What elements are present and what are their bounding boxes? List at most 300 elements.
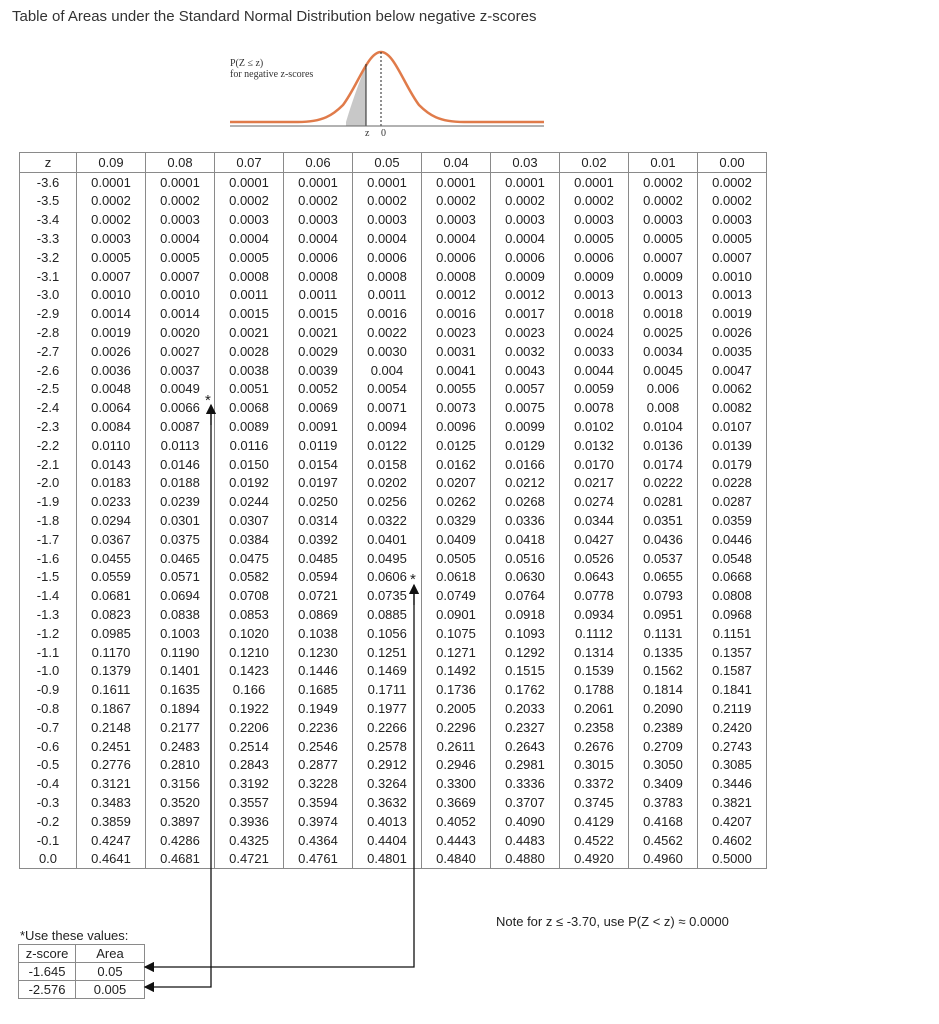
- area-cell: 0.0003: [698, 210, 767, 229]
- area-cell: 0.0436: [629, 530, 698, 549]
- area-cell: 0.0262: [422, 492, 491, 511]
- area-cell: 0.3669: [422, 793, 491, 812]
- area-cell: 0.0019: [77, 323, 146, 342]
- area-cell: 0.0505: [422, 549, 491, 568]
- area-cell: 0.0004: [353, 229, 422, 248]
- area-cell: 0.0054: [353, 380, 422, 399]
- area-cell: 0.0006: [560, 248, 629, 267]
- area-cell: 0.3336: [491, 774, 560, 793]
- area-cell: 0.2358: [560, 718, 629, 737]
- area-cell: 0.0003: [629, 210, 698, 229]
- col-header-0.00: 0.00: [698, 153, 767, 173]
- area-cell: 0.0013: [629, 286, 698, 305]
- area-cell: 0.0018: [560, 304, 629, 323]
- area-cell: 0.4286: [146, 831, 215, 850]
- area-cell: 0.0239: [146, 492, 215, 511]
- area-cell: 0.4364: [284, 831, 353, 850]
- z-value-cell: -3.1: [20, 267, 77, 286]
- area-cell: 0.0034: [629, 342, 698, 361]
- area-cell: 0.0052: [284, 380, 353, 399]
- area-cell: 0.0003: [215, 210, 284, 229]
- area-cell: 0.0059: [560, 380, 629, 399]
- area-cell: 0.1814: [629, 680, 698, 699]
- area-cell: 0.0018: [629, 304, 698, 323]
- area-cell: 0.0001: [560, 172, 629, 191]
- z-value-cell: -1.5: [20, 568, 77, 587]
- area-cell: 0.0446: [698, 530, 767, 549]
- area-cell: 0.0250: [284, 492, 353, 511]
- area-cell: 0.0344: [560, 511, 629, 530]
- area-cell: 0.0188: [146, 474, 215, 493]
- area-cell: 0.1379: [77, 662, 146, 681]
- area-cell: 0.0001: [353, 172, 422, 191]
- area-cell: 0.4325: [215, 831, 284, 850]
- z-value-cell: -1.3: [20, 605, 77, 624]
- area-cell: 0.1251: [353, 643, 422, 662]
- area-cell: 0.0001: [215, 172, 284, 191]
- area-cell: 0.4880: [491, 849, 560, 868]
- area-cell: 0.0008: [215, 267, 284, 286]
- area-cell: 0.3897: [146, 812, 215, 831]
- area-cell: 0.3783: [629, 793, 698, 812]
- z-value-cell: -3.2: [20, 248, 77, 267]
- area-cell: 0.2709: [629, 737, 698, 756]
- use-area-2: 0.005: [76, 981, 145, 999]
- area-cell: 0.3264: [353, 774, 422, 793]
- z-value-cell: 0.0: [20, 849, 77, 868]
- z-value-cell: -3.4: [20, 210, 77, 229]
- area-cell: 0.1562: [629, 662, 698, 681]
- area-cell: 0.0885: [353, 605, 422, 624]
- area-cell: 0.0401: [353, 530, 422, 549]
- area-cell: 0.4013: [353, 812, 422, 831]
- area-cell: 0.4052: [422, 812, 491, 831]
- area-cell: 0.0004: [284, 229, 353, 248]
- area-cell: 0.2236: [284, 718, 353, 737]
- area-cell: 0.0409: [422, 530, 491, 549]
- area-cell: 0.0749: [422, 586, 491, 605]
- col-header-0.02: 0.02: [560, 153, 629, 173]
- area-cell: 0.0475: [215, 549, 284, 568]
- area-cell: 0.0014: [77, 304, 146, 323]
- area-cell: 0.0869: [284, 605, 353, 624]
- area-cell: 0.0091: [284, 417, 353, 436]
- area-cell: 0.0071: [353, 398, 422, 417]
- area-cell: 0.0116: [215, 436, 284, 455]
- area-cell: 0.166: [215, 680, 284, 699]
- area-cell: 0.3050: [629, 756, 698, 775]
- area-cell: 0.1515: [491, 662, 560, 681]
- area-cell: 0.0582: [215, 568, 284, 587]
- area-cell: 0.0838: [146, 605, 215, 624]
- area-cell: 0.0005: [560, 229, 629, 248]
- area-cell: 0.0351: [629, 511, 698, 530]
- area-cell: 0.0139: [698, 436, 767, 455]
- z-value-cell: -2.5: [20, 380, 77, 399]
- area-cell: 0.0228: [698, 474, 767, 493]
- area-cell: 0.0031: [422, 342, 491, 361]
- area-cell: 0.0064: [77, 398, 146, 417]
- area-cell: 0.1587: [698, 662, 767, 681]
- area-cell: 0.0003: [560, 210, 629, 229]
- area-cell: 0.4090: [491, 812, 560, 831]
- area-cell: 0.0495: [353, 549, 422, 568]
- arrow-to-2576: [145, 412, 211, 987]
- area-cell: 0.3446: [698, 774, 767, 793]
- z-value-cell: -2.1: [20, 455, 77, 474]
- area-cell: 0.4681: [146, 849, 215, 868]
- area-cell: 0.0359: [698, 511, 767, 530]
- area-cell: 0.0016: [353, 304, 422, 323]
- col-header-0.01: 0.01: [629, 153, 698, 173]
- area-cell: 0.0002: [146, 192, 215, 211]
- area-cell: 0.3228: [284, 774, 353, 793]
- z-value-cell: -0.1: [20, 831, 77, 850]
- area-cell: 0.3409: [629, 774, 698, 793]
- area-cell: 0.2946: [422, 756, 491, 775]
- use-area-1: 0.05: [76, 963, 145, 981]
- area-cell: 0.1020: [215, 624, 284, 643]
- area-cell: 0.0001: [77, 172, 146, 191]
- z-value-cell: -2.8: [20, 323, 77, 342]
- area-cell: 0.1711: [353, 680, 422, 699]
- area-cell: 0.2061: [560, 699, 629, 718]
- area-cell: 0.0143: [77, 455, 146, 474]
- area-cell: 0.0174: [629, 455, 698, 474]
- area-cell: 0.0024: [560, 323, 629, 342]
- area-cell: 0.0107: [698, 417, 767, 436]
- area-cell: 0.0039: [284, 361, 353, 380]
- area-cell: 0.0418: [491, 530, 560, 549]
- area-cell: 0.0084: [77, 417, 146, 436]
- area-cell: 0.1446: [284, 662, 353, 681]
- area-cell: 0.0132: [560, 436, 629, 455]
- col-header-0.08: 0.08: [146, 153, 215, 173]
- area-cell: 0.1038: [284, 624, 353, 643]
- area-cell: 0.0007: [698, 248, 767, 267]
- area-cell: 0.3707: [491, 793, 560, 812]
- area-cell: 0.2033: [491, 699, 560, 718]
- area-cell: 0.0023: [491, 323, 560, 342]
- area-cell: 0.2676: [560, 737, 629, 756]
- area-cell: 0.0207: [422, 474, 491, 493]
- area-cell: 0.0030: [353, 342, 422, 361]
- area-cell: 0.0455: [77, 549, 146, 568]
- area-cell: 0.0007: [146, 267, 215, 286]
- area-cell: 0.0027: [146, 342, 215, 361]
- area-cell: 0.0465: [146, 549, 215, 568]
- area-cell: 0.008: [629, 398, 698, 417]
- area-cell: 0.0021: [215, 323, 284, 342]
- area-cell: 0.4522: [560, 831, 629, 850]
- area-cell: 0.2611: [422, 737, 491, 756]
- area-cell: 0.0037: [146, 361, 215, 380]
- area-cell: 0.0002: [77, 192, 146, 211]
- area-cell: 0.0094: [353, 417, 422, 436]
- area-cell: 0.0002: [422, 192, 491, 211]
- area-cell: 0.0170: [560, 455, 629, 474]
- area-cell: 0.0336: [491, 511, 560, 530]
- area-cell: 0.0162: [422, 455, 491, 474]
- area-cell: 0.0668: [698, 568, 767, 587]
- area-cell: 0.0367: [77, 530, 146, 549]
- area-cell: 0.3821: [698, 793, 767, 812]
- area-cell: 0.0013: [560, 286, 629, 305]
- z-value-cell: -0.3: [20, 793, 77, 812]
- area-cell: 0.0005: [698, 229, 767, 248]
- area-cell: 0.0594: [284, 568, 353, 587]
- area-cell: 0.0166: [491, 455, 560, 474]
- area-cell: 0.0212: [491, 474, 560, 493]
- area-cell: 0.0934: [560, 605, 629, 624]
- area-cell: 0.0119: [284, 436, 353, 455]
- area-cell: 0.1492: [422, 662, 491, 681]
- area-cell: 0.0322: [353, 511, 422, 530]
- area-cell: 0.0032: [491, 342, 560, 361]
- area-cell: 0.0015: [215, 304, 284, 323]
- area-cell: 0.1292: [491, 643, 560, 662]
- area-cell: 0.0301: [146, 511, 215, 530]
- area-cell: 0.3936: [215, 812, 284, 831]
- col-header-0.04: 0.04: [422, 153, 491, 173]
- area-cell: 0.0808: [698, 586, 767, 605]
- z-value-cell: -0.7: [20, 718, 77, 737]
- area-cell: 0.4168: [629, 812, 698, 831]
- area-cell: 0.4641: [77, 849, 146, 868]
- area-cell: 0.4920: [560, 849, 629, 868]
- area-cell: 0.0055: [422, 380, 491, 399]
- z-value-cell: -1.0: [20, 662, 77, 681]
- area-cell: 0.0150: [215, 455, 284, 474]
- area-cell: 0.0015: [284, 304, 353, 323]
- area-cell: 0.1685: [284, 680, 353, 699]
- use-header-area: Area: [76, 945, 145, 963]
- area-cell: 0.0087: [146, 417, 215, 436]
- area-cell: 0.0051: [215, 380, 284, 399]
- z-value-cell: -3.6: [20, 172, 77, 191]
- z-header: z: [20, 153, 77, 173]
- page-title: Table of Areas under the Standard Normal Distribution below negative z-scores: [12, 8, 537, 25]
- area-cell: 0.0003: [422, 210, 491, 229]
- area-cell: 0.2177: [146, 718, 215, 737]
- area-cell: 0.0008: [422, 267, 491, 286]
- area-cell: 0.0002: [629, 172, 698, 191]
- area-cell: 0.0002: [629, 192, 698, 211]
- area-cell: 0.3121: [77, 774, 146, 793]
- area-cell: 0.0329: [422, 511, 491, 530]
- z-value-cell: -2.7: [20, 342, 77, 361]
- area-cell: 0.0004: [215, 229, 284, 248]
- area-cell: 0.0008: [284, 267, 353, 286]
- area-cell: 0.0017: [491, 304, 560, 323]
- use-zscore-1: -1.645: [19, 963, 76, 981]
- area-cell: 0.0044: [560, 361, 629, 380]
- area-cell: 0.2578: [353, 737, 422, 756]
- area-cell: 0.0001: [146, 172, 215, 191]
- curve-label-z: z: [365, 128, 370, 139]
- area-cell: 0.1151: [698, 624, 767, 643]
- z-value-cell: -2.2: [20, 436, 77, 455]
- area-cell: 0.0694: [146, 586, 215, 605]
- area-cell: 0.0294: [77, 511, 146, 530]
- area-cell: 0.2877: [284, 756, 353, 775]
- area-cell: 0.1894: [146, 699, 215, 718]
- area-cell: 0.2451: [77, 737, 146, 756]
- area-cell: 0.1922: [215, 699, 284, 718]
- star-marker-0049: *: [205, 392, 211, 409]
- area-cell: 0.0643: [560, 568, 629, 587]
- z-value-cell: -2.3: [20, 417, 77, 436]
- area-cell: 0.1788: [560, 680, 629, 699]
- area-cell: 0.0244: [215, 492, 284, 511]
- area-cell: 0.0113: [146, 436, 215, 455]
- area-cell: 0.2776: [77, 756, 146, 775]
- area-cell: 0.0146: [146, 455, 215, 474]
- note-text: Note for z ≤ -3.70, use P(Z < z) ≈ 0.0000: [496, 914, 729, 929]
- area-cell: 0.1271: [422, 643, 491, 662]
- col-header-0.07: 0.07: [215, 153, 284, 173]
- area-cell: 0.2148: [77, 718, 146, 737]
- area-cell: 0.1949: [284, 699, 353, 718]
- area-cell: 0.3015: [560, 756, 629, 775]
- area-cell: 0.0823: [77, 605, 146, 624]
- area-cell: 0.0025: [629, 323, 698, 342]
- z-value-cell: -3.0: [20, 286, 77, 305]
- area-cell: 0.2643: [491, 737, 560, 756]
- area-cell: 0.3859: [77, 812, 146, 831]
- area-cell: 0.2843: [215, 756, 284, 775]
- area-cell: 0.0375: [146, 530, 215, 549]
- area-cell: 0.0197: [284, 474, 353, 493]
- col-header-0.03: 0.03: [491, 153, 560, 173]
- area-cell: 0.0548: [698, 549, 767, 568]
- area-cell: 0.0158: [353, 455, 422, 474]
- area-cell: 0.0043: [491, 361, 560, 380]
- area-cell: 0.1075: [422, 624, 491, 643]
- area-cell: 0.0102: [560, 417, 629, 436]
- area-cell: 0.0314: [284, 511, 353, 530]
- area-cell: 0.0918: [491, 605, 560, 624]
- area-cell: 0.1210: [215, 643, 284, 662]
- area-cell: 0.0571: [146, 568, 215, 587]
- area-cell: 0.0011: [353, 286, 422, 305]
- area-cell: 0.1469: [353, 662, 422, 681]
- area-cell: 0.0001: [422, 172, 491, 191]
- z-value-cell: -0.2: [20, 812, 77, 831]
- area-cell: 0.0022: [353, 323, 422, 342]
- area-cell: 0.0735: [353, 586, 422, 605]
- area-cell: 0.0011: [215, 286, 284, 305]
- col-header-0.05: 0.05: [353, 153, 422, 173]
- area-cell: 0.0606: [353, 568, 422, 587]
- z-value-cell: -2.4: [20, 398, 77, 417]
- area-cell: 0.0901: [422, 605, 491, 624]
- area-cell: 0.2912: [353, 756, 422, 775]
- area-cell: 0.4602: [698, 831, 767, 850]
- area-cell: 0.0068: [215, 398, 284, 417]
- area-cell: 0.0047: [698, 361, 767, 380]
- area-cell: 0.0618: [422, 568, 491, 587]
- area-cell: 0.0029: [284, 342, 353, 361]
- area-cell: 0.0154: [284, 455, 353, 474]
- curve-caption-line2: for negative z-scores: [230, 69, 314, 80]
- area-cell: 0.0035: [698, 342, 767, 361]
- area-cell: 0.0222: [629, 474, 698, 493]
- area-cell: 0.1190: [146, 643, 215, 662]
- area-cell: 0.0089: [215, 417, 284, 436]
- area-cell: 0.0007: [629, 248, 698, 267]
- area-cell: 0.0655: [629, 568, 698, 587]
- area-cell: 0.0002: [77, 210, 146, 229]
- area-cell: 0.1611: [77, 680, 146, 699]
- z-value-cell: -3.5: [20, 192, 77, 211]
- area-cell: 0.0003: [77, 229, 146, 248]
- area-cell: 0.0721: [284, 586, 353, 605]
- area-cell: 0.0069: [284, 398, 353, 417]
- area-cell: 0.4562: [629, 831, 698, 850]
- area-cell: 0.0001: [284, 172, 353, 191]
- area-cell: 0.2810: [146, 756, 215, 775]
- area-cell: 0.0778: [560, 586, 629, 605]
- z-value-cell: -1.9: [20, 492, 77, 511]
- area-cell: 0.006: [629, 380, 698, 399]
- area-cell: 0.1003: [146, 624, 215, 643]
- area-cell: 0.0009: [629, 267, 698, 286]
- area-cell: 0.0110: [77, 436, 146, 455]
- area-cell: 0.3974: [284, 812, 353, 831]
- area-cell: 0.0559: [77, 568, 146, 587]
- area-cell: 0.0005: [146, 248, 215, 267]
- area-cell: 0.0002: [284, 192, 353, 211]
- area-cell: 0.1056: [353, 624, 422, 643]
- area-cell: 0.3745: [560, 793, 629, 812]
- area-cell: 0.0082: [698, 398, 767, 417]
- area-cell: 0.1357: [698, 643, 767, 662]
- area-cell: 0.0274: [560, 492, 629, 511]
- area-cell: 0.1423: [215, 662, 284, 681]
- area-cell: 0.0010: [77, 286, 146, 305]
- area-cell: 0.2090: [629, 699, 698, 718]
- area-cell: 0.0038: [215, 361, 284, 380]
- area-cell: 0.0708: [215, 586, 284, 605]
- area-cell: 0.3372: [560, 774, 629, 793]
- area-cell: 0.4721: [215, 849, 284, 868]
- area-cell: 0.0281: [629, 492, 698, 511]
- area-cell: 0.0006: [422, 248, 491, 267]
- area-cell: 0.0287: [698, 492, 767, 511]
- area-cell: 0.1314: [560, 643, 629, 662]
- area-cell: 0.4404: [353, 831, 422, 850]
- area-cell: 0.0013: [698, 286, 767, 305]
- z-value-cell: -1.1: [20, 643, 77, 662]
- area-cell: 0.3300: [422, 774, 491, 793]
- area-cell: 0.0004: [491, 229, 560, 248]
- area-cell: 0.1635: [146, 680, 215, 699]
- curve-caption-line1: P(Z ≤ z): [230, 58, 264, 69]
- area-cell: 0.2119: [698, 699, 767, 718]
- area-cell: 0.0256: [353, 492, 422, 511]
- area-cell: 0.3632: [353, 793, 422, 812]
- area-cell: 0.0020: [146, 323, 215, 342]
- area-cell: 0.0192: [215, 474, 284, 493]
- area-cell: 0.0526: [560, 549, 629, 568]
- area-cell: 0.0009: [560, 267, 629, 286]
- z-value-cell: -0.9: [20, 680, 77, 699]
- area-cell: 0.0045: [629, 361, 698, 380]
- area-cell: 0.4761: [284, 849, 353, 868]
- area-cell: 0.0681: [77, 586, 146, 605]
- area-cell: 0.0003: [146, 210, 215, 229]
